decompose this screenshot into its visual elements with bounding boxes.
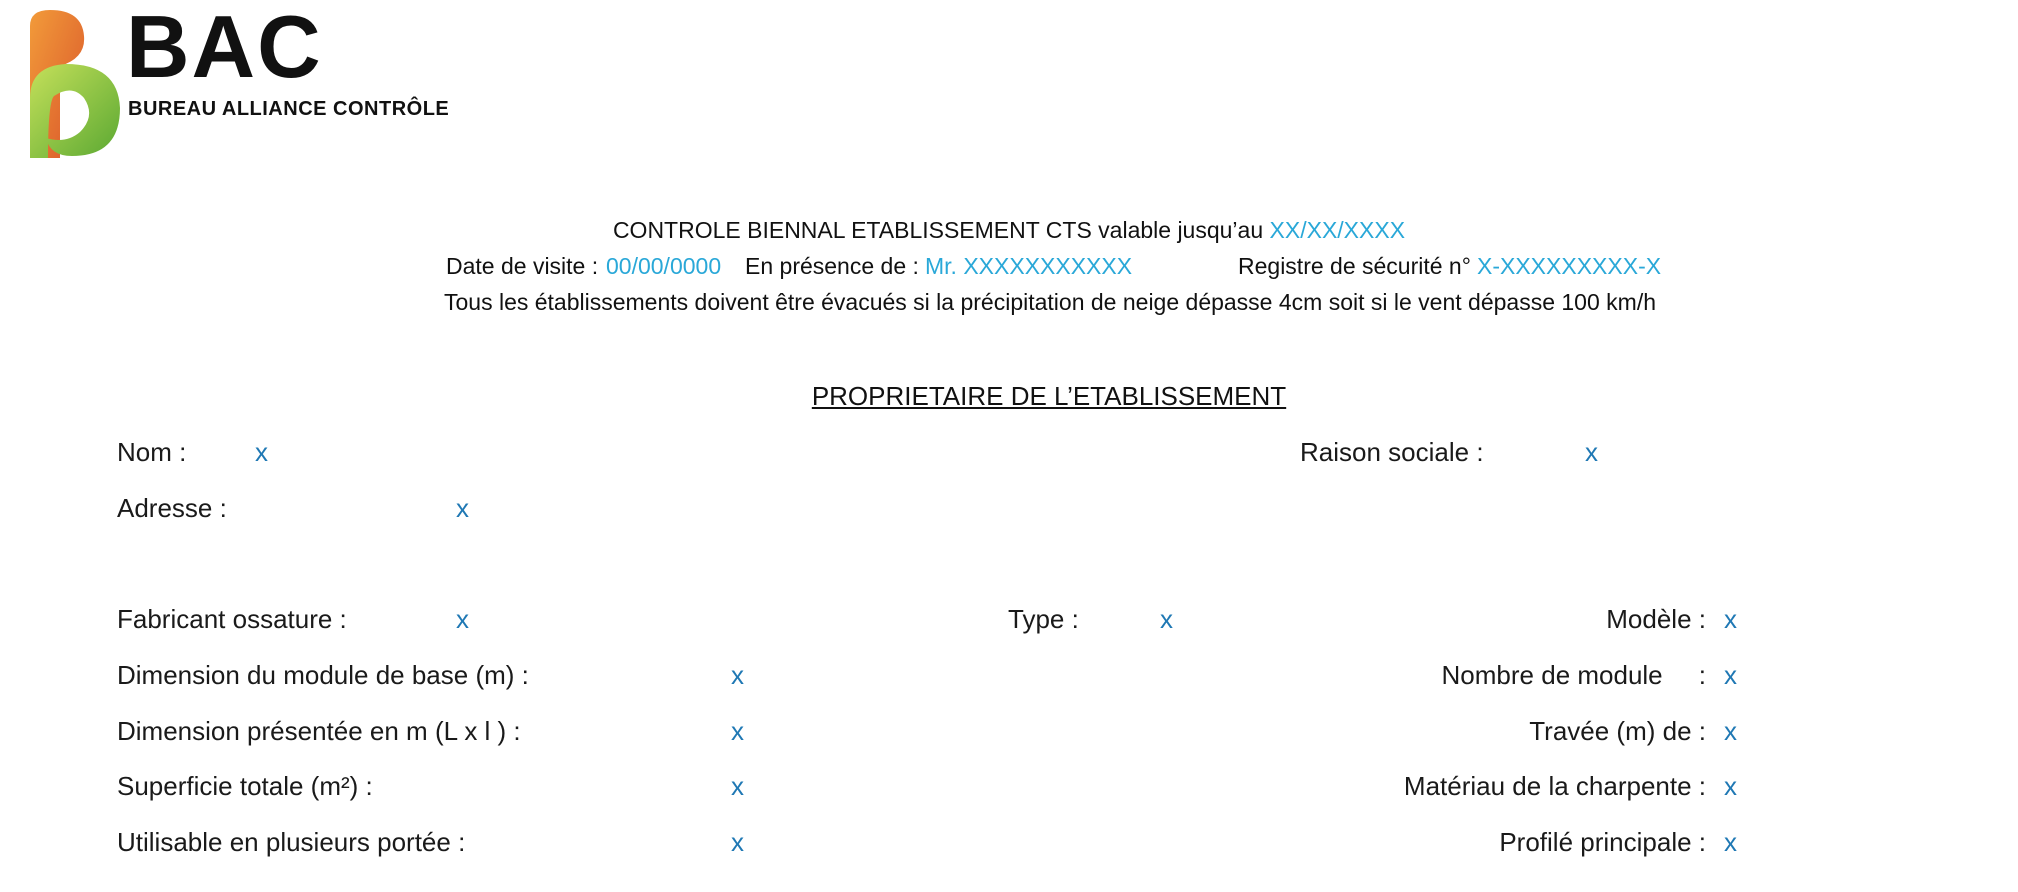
register-value: X-XXXXXXXXX-X (1477, 253, 1662, 279)
raison-sociale-label: Raison sociale : (1300, 437, 1484, 467)
nom-label: Nom : (117, 437, 187, 467)
profile-value: x (1724, 827, 1737, 857)
travee-label: Travée (m) de : (1529, 716, 1706, 746)
owner-section-title: PROPRIETAIRE DE L’ETABLISSEMENT (811, 381, 1287, 411)
type-value: x (1160, 604, 1173, 634)
validity-label: CONTROLE BIENNAL ETABLISSEMENT CTS valable jusqu’au (612, 217, 1264, 243)
presence-label: En présence de : (745, 253, 919, 279)
visit-date-value: 00/00/0000 (606, 253, 722, 279)
fabricant-label: Fabricant ossature : (117, 604, 347, 634)
dimension-presentee-value: x (731, 716, 744, 746)
type-label: Type : (1008, 604, 1079, 634)
superficie-label: Superficie totale (m²) : (117, 771, 373, 801)
visit-date-label: Date de visite : (446, 253, 599, 279)
dimension-module-label: Dimension du module de base (m) : (117, 660, 529, 690)
logo-subtitle: BUREAU ALLIANCE CONTRÔLE (128, 98, 450, 120)
nom-value: x (255, 437, 268, 467)
travee-value: x (1724, 716, 1737, 746)
portee-value: x (731, 827, 744, 857)
raison-sociale-value: x (1585, 437, 1598, 467)
dimension-presentee-label: Dimension présentée en m (L x l ) : (117, 716, 521, 746)
validity-date: XX/XX/XXXX (1269, 217, 1406, 243)
presence-value: Mr. XXXXXXXXXXX (925, 253, 1133, 279)
dimension-module-value: x (731, 660, 744, 690)
nombre-module-label: Nombre de module : (1441, 660, 1706, 690)
header-line-validity (0, 217, 2018, 244)
materiau-value: x (1724, 771, 1737, 801)
materiau-label: Matériau de la charpente : (1403, 771, 1706, 801)
adresse-label: Adresse : (117, 493, 227, 523)
modele-label: Modèle : (1606, 604, 1706, 634)
portee-label: Utilisable en plusieurs portée : (117, 827, 466, 857)
logo-brand-text: BAC (126, 0, 323, 96)
register-label: Registre de sécurité n° (1238, 253, 1471, 279)
company-logo (26, 0, 466, 158)
logo-mark-icon (26, 8, 126, 158)
profile-label: Profilé principale : (1499, 827, 1706, 857)
modele-value: x (1724, 604, 1737, 634)
adresse-value: x (456, 493, 469, 523)
nombre-module-value: x (1724, 660, 1737, 690)
evacuation-notice: Tous les établissements doivent être évacués si la précipitation de neige dépasse 4cm soit si le vent dépasse 100 km/h (443, 289, 1656, 315)
superficie-value: x (731, 771, 744, 801)
fabricant-value: x (456, 604, 469, 634)
